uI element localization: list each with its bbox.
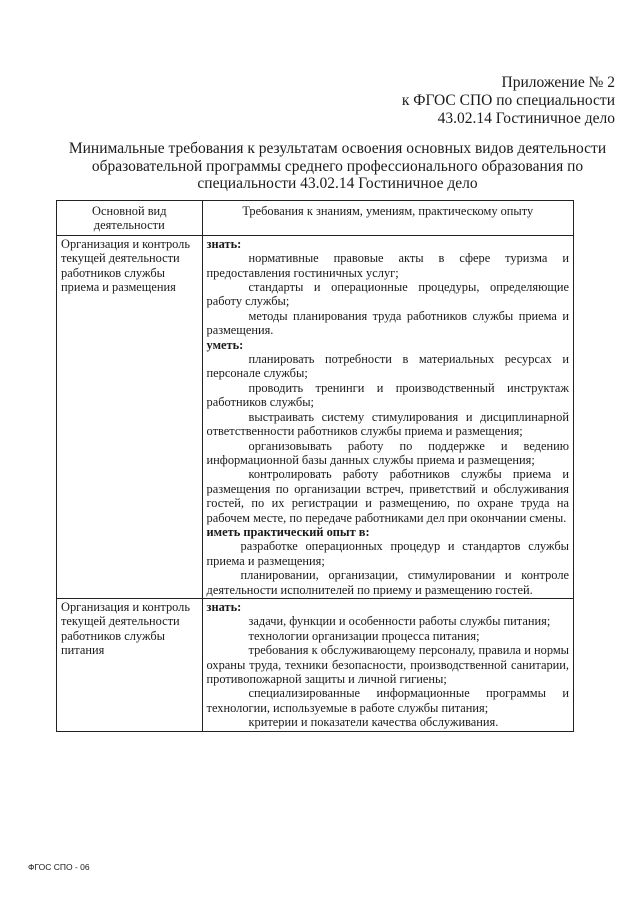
requirement-item: разработке операционных процедур и стандартов службы приема и размещения; <box>206 539 569 568</box>
requirement-item: специализированные информационные программы и технологии, используемые в работе службы питания; <box>206 686 569 715</box>
requirement-item: контролировать работу работников службы приема и размещения по организации встреч, приветствий и обслуживания гостей, по их регистрации и размещению, по охране труда на рабочем месте, по передаче работниками дел при окончании смены. <box>206 467 569 525</box>
requirement-item: технологии организации процесса питания; <box>248 628 480 643</box>
requirements-cell <box>202 598 573 731</box>
requirement-item: планировании, организации, стимулировании и контроле деятельности исполнителей по приему и размещению гостей. <box>206 568 569 597</box>
document-title <box>60 140 615 193</box>
requirement-item: проводить тренинги и производственный инструктаж работников службы; <box>206 380 569 410</box>
requirement-item: задачи, функции и особенности работы службы питания; <box>248 614 551 629</box>
title-line-1: Минимальные требования к результатам освоения основных видов деятельности <box>68 140 607 157</box>
requirements-cell <box>202 235 573 598</box>
section-heading-experience: иметь практический опыт в: <box>206 524 370 539</box>
requirement-item: выстраивать систему стимулирования и дисциплинарной ответственности работников службы приема и размещения; <box>206 409 569 439</box>
appendix-standard: к ФГОС СПО по специальности <box>401 92 615 109</box>
appendix-header <box>402 74 615 128</box>
requirement-item: методы планирования труда работников службы приема и размещения. <box>206 308 569 338</box>
activity-cell: Организация и контроль текущей деятельности работников службы приема и размещения <box>57 235 203 598</box>
page-footer: ФГОС СПО - 06 <box>28 862 90 872</box>
header-activity: Основной вид деятельности <box>57 201 203 236</box>
table-header-row <box>57 201 574 236</box>
requirement-item: нормативные правовые акты в сфере туризма и предоставления гостиничных услуг; <box>206 251 569 280</box>
table-row <box>57 235 574 598</box>
requirement-item: планировать потребности в материальных ресурсах и персонале службы; <box>206 352 569 381</box>
table-row <box>57 598 574 731</box>
requirement-item: критерии и показатели качества обслуживания. <box>248 715 499 730</box>
requirement-item: организовывать работу по поддержке и ведению информационной базы данных службы приема и размещения; <box>206 438 569 467</box>
title-line-2: образовательной программы среднего профессионального образования по <box>91 157 584 175</box>
section-heading-know: знать: <box>206 236 242 251</box>
requirements-table <box>56 200 574 732</box>
header-requirements: Требования к знаниям, умениям, практическому опыту <box>202 201 573 236</box>
section-heading-be-able: уметь: <box>206 337 244 352</box>
activity-cell: Организация и контроль текущей деятельности работников службы питания <box>57 598 203 731</box>
requirement-item: требования к обслуживающему персоналу, правила и нормы охраны труда, техники безопасности, производственной санитарии, противопожарной защиты и личной гигиены; <box>206 643 569 686</box>
title-line-3: специальности 43.02.14 Гостиничное дело <box>197 175 478 192</box>
appendix-specialty: 43.02.14 Гостиничное дело <box>437 110 615 127</box>
appendix-number: Приложение № 2 <box>501 74 615 91</box>
section-heading-know: знать: <box>206 599 242 614</box>
requirement-item: стандарты и операционные процедуры, определяющие работу службы; <box>206 280 569 309</box>
